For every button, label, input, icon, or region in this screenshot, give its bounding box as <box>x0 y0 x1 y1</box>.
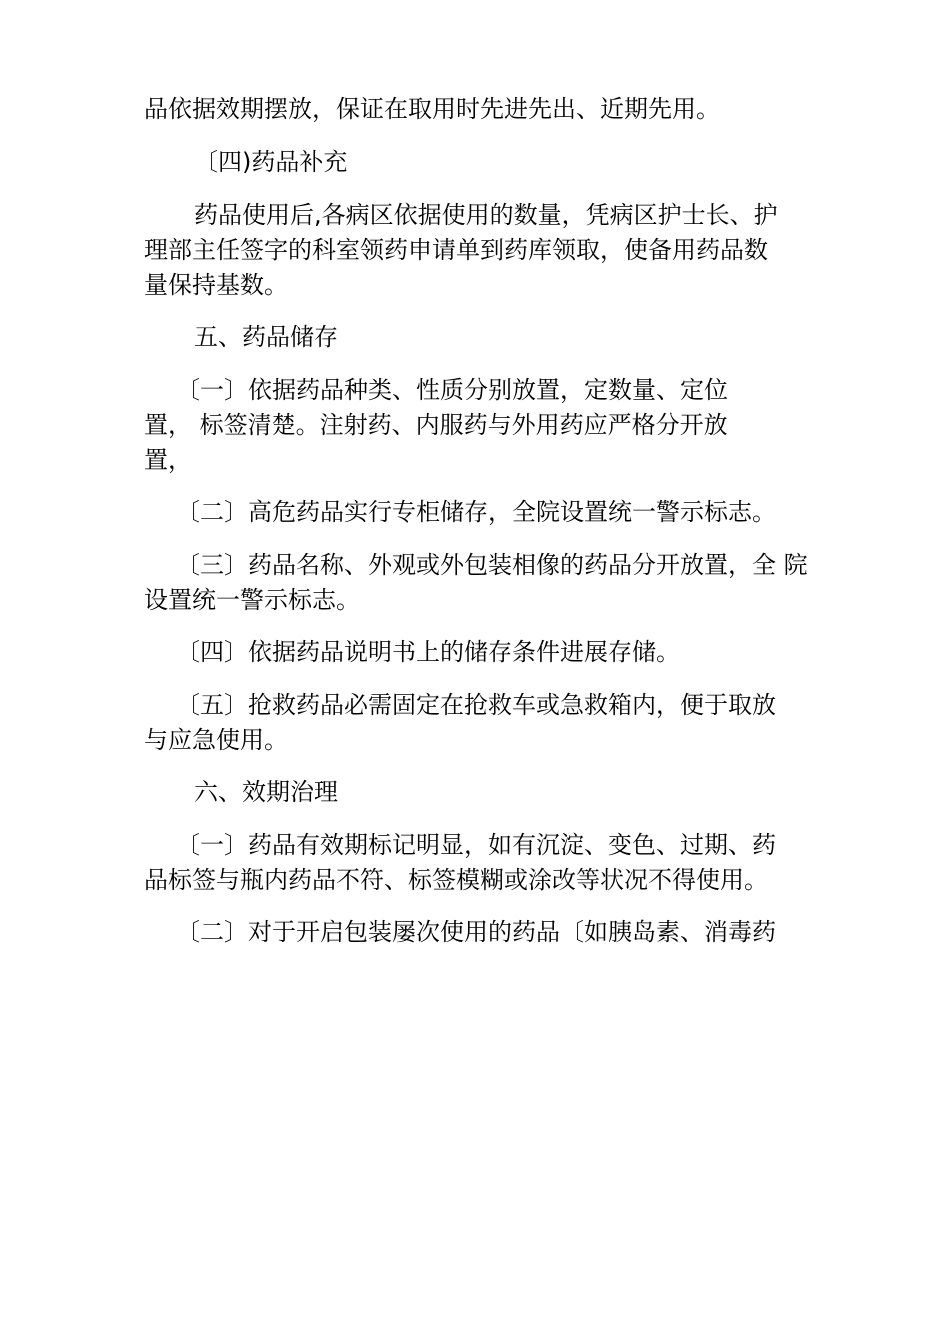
paragraph-line: 置， 标签清楚。注射药、内服药与外用药应严格分开放 <box>144 411 728 439</box>
paragraph-line: 〔一〕依据药品种类、性质分别放置，定数量、定位 <box>176 376 728 404</box>
paragraph-line: 理部主任签字的科室领药申请单到药库领取，使备用药品数 <box>144 236 768 264</box>
paragraph-line: 品标签与瓶内药品不符、标签模糊或涂改等状况不得使用。 <box>144 866 768 894</box>
paragraph-line: 与应急使用。 <box>144 726 288 754</box>
section-heading: 五、药品储存 <box>194 323 338 351</box>
paragraph-line: 〔四〕依据药品说明书上的储存条件进展存储。 <box>176 638 680 666</box>
paragraph-line: 〔二〕高危药品实行专柜储存，全院设置统一警示标志。 <box>176 498 776 526</box>
paragraph-line: 量保持基数。 <box>144 271 288 299</box>
paragraph-line: 置， <box>144 446 192 474</box>
paragraph-line: 〔五〕抢救药品必需固定在抢救车或急救箱内，便于取放 <box>176 691 776 719</box>
paragraph-line: 药品使用后,各病区依据使用的数量，凭病区护士长、护 <box>194 201 778 229</box>
paragraph-line: 〔二〕对于开启包装屡次使用的药品〔如胰岛素、消毒药 <box>176 918 776 946</box>
section-heading: 〔四)药品补充 <box>194 148 348 176</box>
paragraph-line: 品依据效期摆放，保证在取用时先进先出、近期先用。 <box>144 95 720 123</box>
paragraph-line: 〔一〕药品有效期标记明显，如有沉淀、变色、过期、药 <box>176 831 776 859</box>
paragraph-line: 设置统一警示标志。 <box>144 586 360 614</box>
paragraph-line: 〔三〕药品名称、外观或外包装相像的药品分开放置，全 院 <box>176 551 808 579</box>
section-heading: 六、效期治理 <box>194 778 338 806</box>
